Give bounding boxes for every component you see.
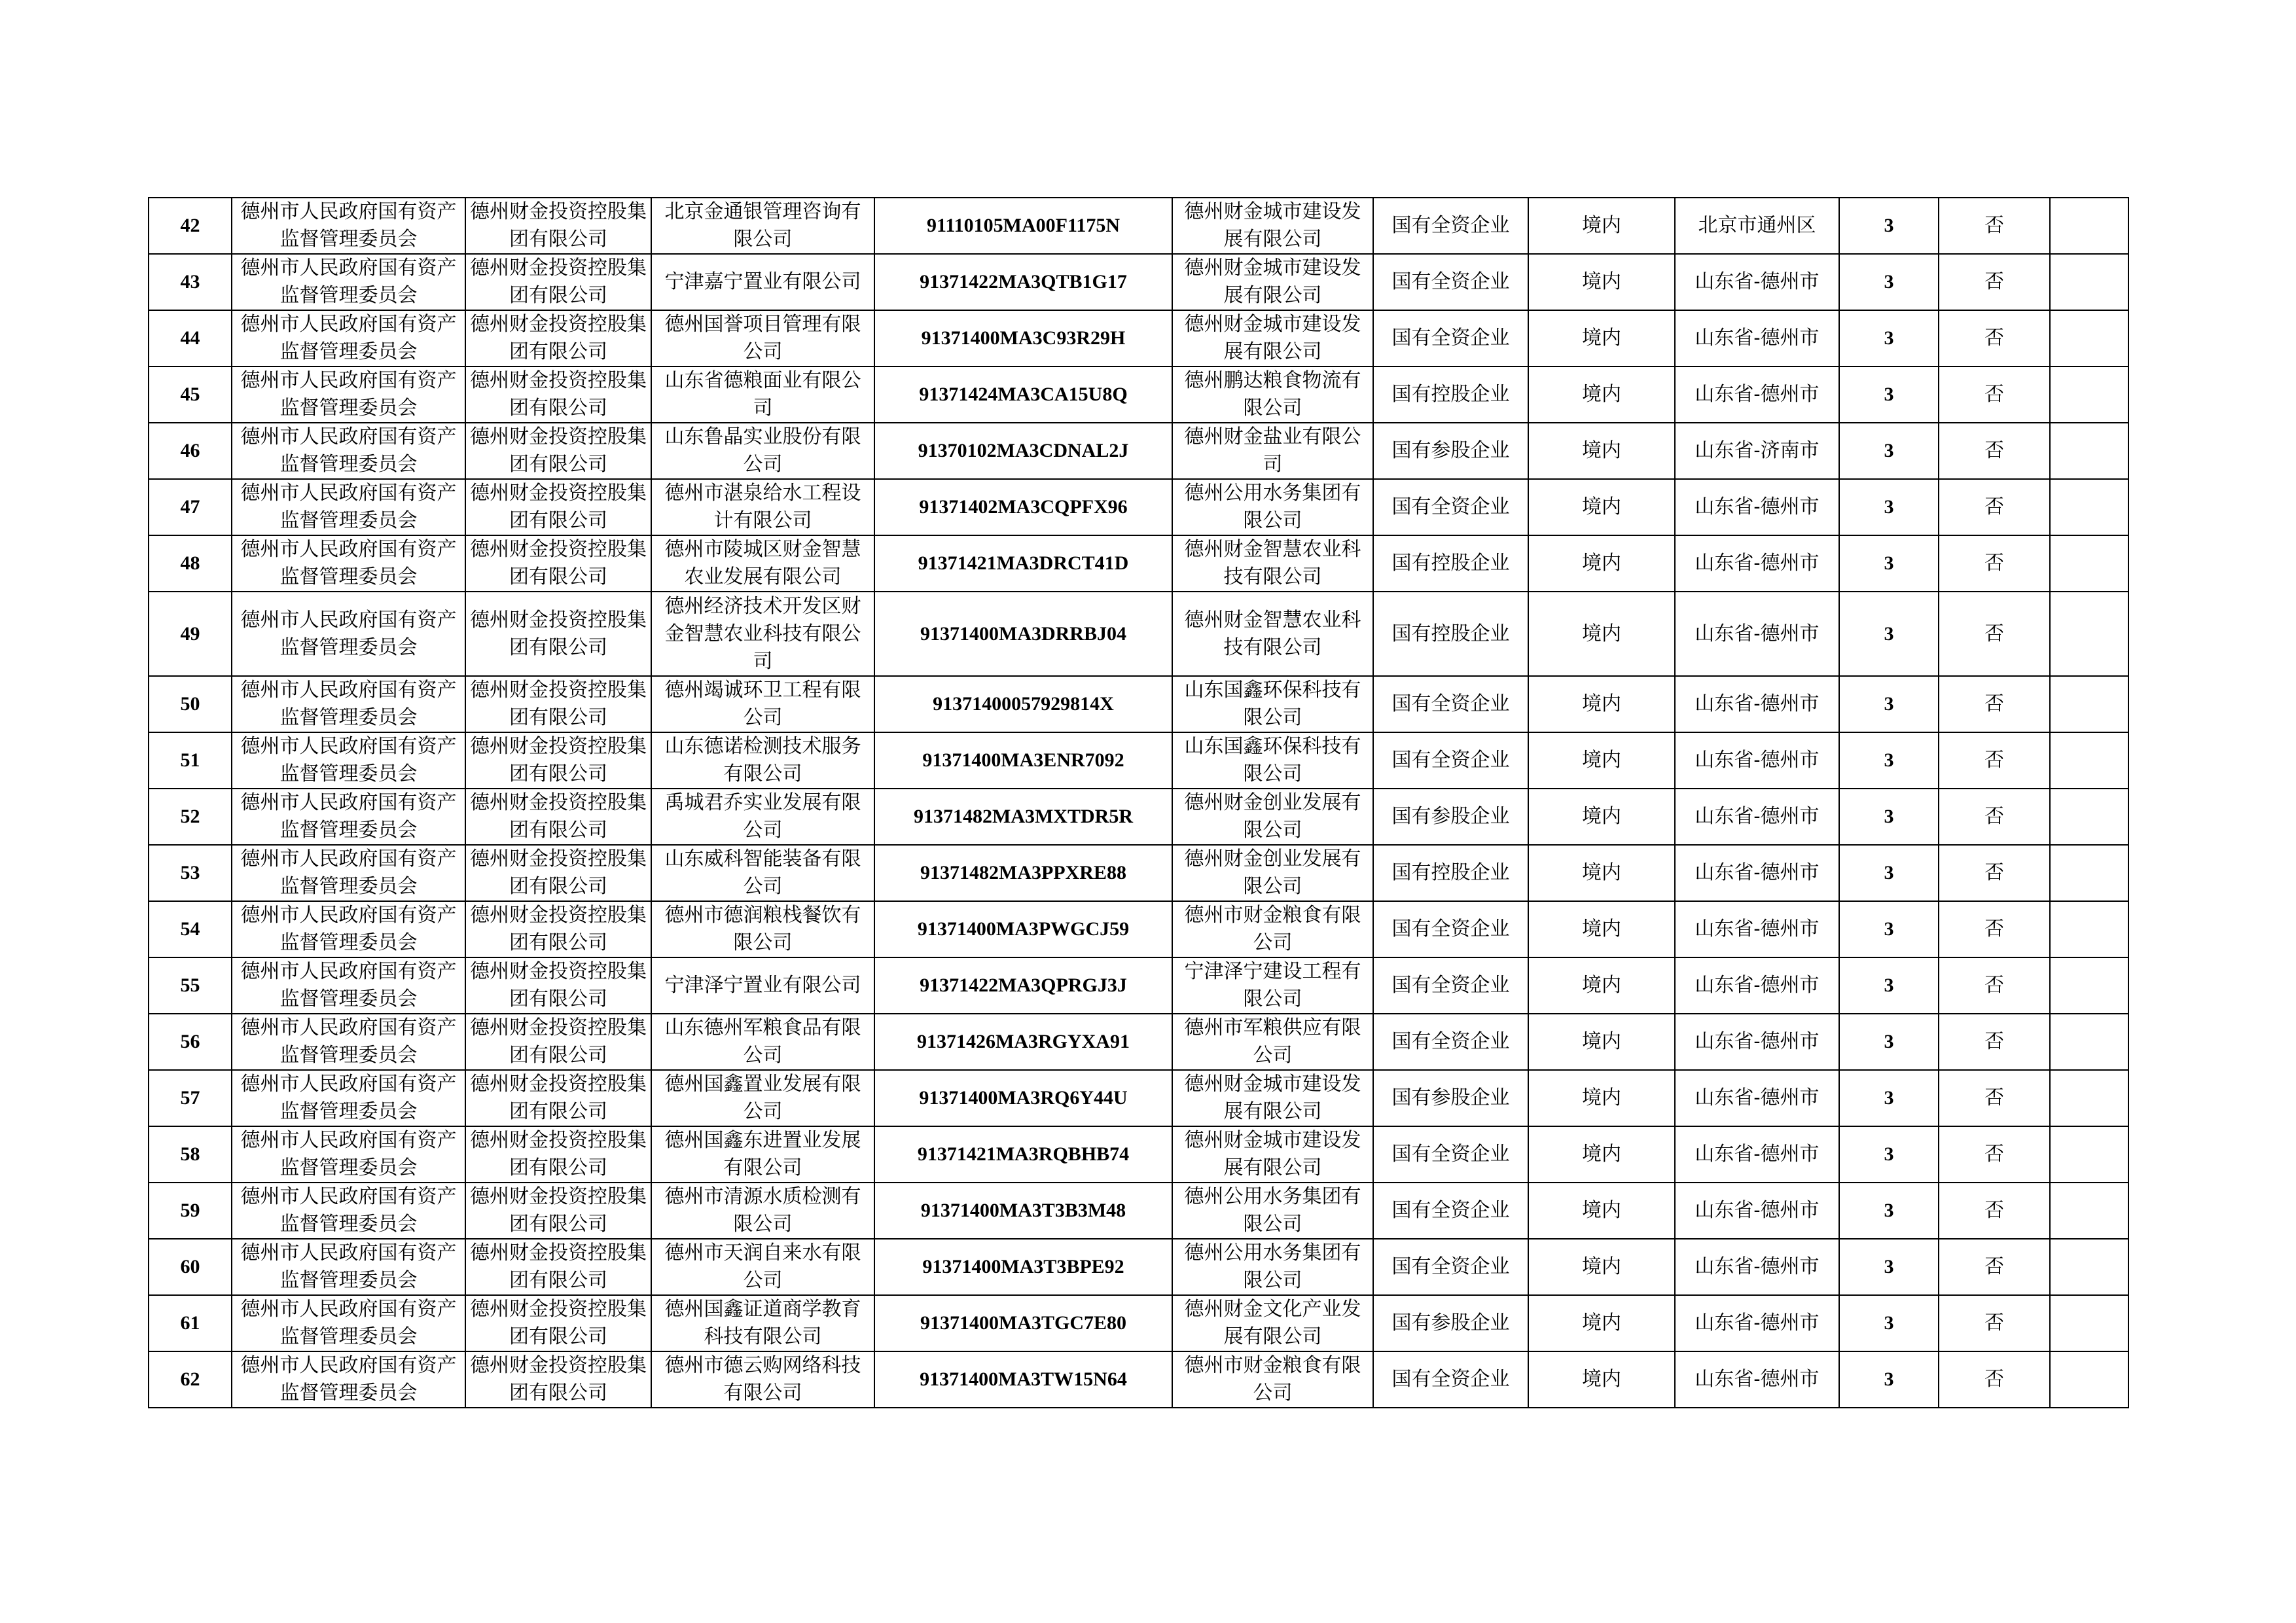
row-number-cell: 52 (149, 789, 232, 845)
company-name-cell: 德州市湛泉给水工程设计有限公司 (651, 479, 874, 535)
company-name-cell: 德州市德云购网络科技有限公司 (651, 1351, 874, 1408)
regulator-cell: 德州市人民政府国有资产监督管理委员会 (232, 1070, 465, 1126)
domestic-cell: 境内 (1528, 1014, 1675, 1070)
group-cell: 德州财金投资控股集团有限公司 (465, 198, 651, 254)
note-cell (2050, 1014, 2128, 1070)
row-number-cell: 47 (149, 479, 232, 535)
domestic-cell: 境内 (1528, 845, 1675, 901)
row-number-cell: 46 (149, 423, 232, 479)
company-name-cell: 宁津嘉宁置业有限公司 (651, 254, 874, 310)
table-row (149, 535, 2128, 592)
domestic-cell: 境内 (1528, 592, 1675, 676)
regulator-cell: 德州市人民政府国有资产监督管理委员会 (232, 1014, 465, 1070)
group-cell: 德州财金投资控股集团有限公司 (465, 901, 651, 957)
level-cell: 3 (1839, 592, 1939, 676)
location-cell: 山东省-德州市 (1675, 535, 1839, 592)
group-cell: 德州财金投资控股集团有限公司 (465, 592, 651, 676)
location-cell: 山东省-德州市 (1675, 592, 1839, 676)
enterprise-type-cell: 国有全资企业 (1373, 901, 1528, 957)
regulator-cell: 德州市人民政府国有资产监督管理委员会 (232, 535, 465, 592)
level-cell: 3 (1839, 310, 1939, 366)
credit-code-cell: 91371400MA3DRRBJ04 (874, 592, 1172, 676)
note-cell (2050, 1239, 2128, 1295)
flag-cell: 否 (1939, 901, 2050, 957)
group-cell: 德州财金投资控股集团有限公司 (465, 310, 651, 366)
company-name-cell: 山东德诺检测技术服务有限公司 (651, 732, 874, 789)
group-cell: 德州财金投资控股集团有限公司 (465, 789, 651, 845)
table-row (149, 310, 2128, 366)
enterprise-table (148, 197, 2129, 1408)
regulator-cell: 德州市人民政府国有资产监督管理委员会 (232, 1126, 465, 1183)
level-cell: 3 (1839, 845, 1939, 901)
company-name-cell: 德州经济技术开发区财金智慧农业科技有限公司 (651, 592, 874, 676)
regulator-cell: 德州市人民政府国有资产监督管理委员会 (232, 957, 465, 1014)
group-cell: 德州财金投资控股集团有限公司 (465, 535, 651, 592)
domestic-cell: 境内 (1528, 1295, 1675, 1351)
note-cell (2050, 789, 2128, 845)
shareholder-cell: 德州鹏达粮食物流有限公司 (1172, 366, 1373, 423)
company-name-cell: 德州市陵城区财金智慧农业发展有限公司 (651, 535, 874, 592)
location-cell: 北京市通州区 (1675, 198, 1839, 254)
table-row (149, 1070, 2128, 1126)
enterprise-type-cell: 国有全资企业 (1373, 1239, 1528, 1295)
enterprise-type-cell: 国有全资企业 (1373, 957, 1528, 1014)
shareholder-cell: 德州财金城市建设发展有限公司 (1172, 198, 1373, 254)
level-cell: 3 (1839, 1126, 1939, 1183)
row-number-cell: 61 (149, 1295, 232, 1351)
credit-code-cell: 91371400MA3ENR7092 (874, 732, 1172, 789)
location-cell: 山东省-德州市 (1675, 732, 1839, 789)
credit-code-cell: 91371424MA3CA15U8Q (874, 366, 1172, 423)
table-row (149, 789, 2128, 845)
location-cell: 山东省-德州市 (1675, 676, 1839, 732)
note-cell (2050, 592, 2128, 676)
credit-code-cell: 91371421MA3RQBHB74 (874, 1126, 1172, 1183)
location-cell: 山东省-德州市 (1675, 1351, 1839, 1408)
row-number-cell: 60 (149, 1239, 232, 1295)
level-cell: 3 (1839, 957, 1939, 1014)
row-number-cell: 50 (149, 676, 232, 732)
group-cell: 德州财金投资控股集团有限公司 (465, 845, 651, 901)
enterprise-type-cell: 国有参股企业 (1373, 1070, 1528, 1126)
flag-cell: 否 (1939, 479, 2050, 535)
shareholder-cell: 山东国鑫环保科技有限公司 (1172, 732, 1373, 789)
level-cell: 3 (1839, 1014, 1939, 1070)
flag-cell: 否 (1939, 1295, 2050, 1351)
note-cell (2050, 198, 2128, 254)
flag-cell: 否 (1939, 423, 2050, 479)
table-row (149, 366, 2128, 423)
shareholder-cell: 德州财金创业发展有限公司 (1172, 845, 1373, 901)
note-cell (2050, 479, 2128, 535)
regulator-cell: 德州市人民政府国有资产监督管理委员会 (232, 1183, 465, 1239)
enterprise-type-cell: 国有参股企业 (1373, 1295, 1528, 1351)
flag-cell: 否 (1939, 676, 2050, 732)
table-row (149, 957, 2128, 1014)
credit-code-cell: 91371482MA3PPXRE88 (874, 845, 1172, 901)
enterprise-type-cell: 国有控股企业 (1373, 366, 1528, 423)
flag-cell: 否 (1939, 845, 2050, 901)
row-number-cell: 59 (149, 1183, 232, 1239)
table-row (149, 1351, 2128, 1408)
regulator-cell: 德州市人民政府国有资产监督管理委员会 (232, 789, 465, 845)
regulator-cell: 德州市人民政府国有资产监督管理委员会 (232, 479, 465, 535)
table-row (149, 198, 2128, 254)
enterprise-type-cell: 国有控股企业 (1373, 845, 1528, 901)
company-name-cell: 德州市德润粮栈餐饮有限公司 (651, 901, 874, 957)
domestic-cell: 境内 (1528, 1351, 1675, 1408)
credit-code-cell: 91371400MA3T3B3M48 (874, 1183, 1172, 1239)
location-cell: 山东省-德州市 (1675, 957, 1839, 1014)
note-cell (2050, 957, 2128, 1014)
company-name-cell: 山东省德粮面业有限公司 (651, 366, 874, 423)
table-row (149, 592, 2128, 676)
regulator-cell: 德州市人民政府国有资产监督管理委员会 (232, 676, 465, 732)
location-cell: 山东省-德州市 (1675, 1239, 1839, 1295)
location-cell: 山东省-德州市 (1675, 1295, 1839, 1351)
flag-cell: 否 (1939, 254, 2050, 310)
level-cell: 3 (1839, 1070, 1939, 1126)
shareholder-cell: 德州财金城市建设发展有限公司 (1172, 310, 1373, 366)
location-cell: 山东省-德州市 (1675, 479, 1839, 535)
row-number-cell: 49 (149, 592, 232, 676)
table-row (149, 732, 2128, 789)
credit-code-cell: 91371482MA3MXTDR5R (874, 789, 1172, 845)
group-cell: 德州财金投资控股集团有限公司 (465, 1126, 651, 1183)
enterprise-type-cell: 国有全资企业 (1373, 198, 1528, 254)
company-name-cell: 宁津泽宁置业有限公司 (651, 957, 874, 1014)
group-cell: 德州财金投资控股集团有限公司 (465, 1183, 651, 1239)
note-cell (2050, 310, 2128, 366)
company-name-cell: 山东德州军粮食品有限公司 (651, 1014, 874, 1070)
shareholder-cell: 德州财金盐业有限公司 (1172, 423, 1373, 479)
level-cell: 3 (1839, 676, 1939, 732)
location-cell: 山东省-德州市 (1675, 310, 1839, 366)
note-cell (2050, 676, 2128, 732)
location-cell: 山东省-德州市 (1675, 901, 1839, 957)
shareholder-cell: 德州财金城市建设发展有限公司 (1172, 254, 1373, 310)
note-cell (2050, 366, 2128, 423)
group-cell: 德州财金投资控股集团有限公司 (465, 1014, 651, 1070)
flag-cell: 否 (1939, 1126, 2050, 1183)
shareholder-cell: 德州财金城市建设发展有限公司 (1172, 1070, 1373, 1126)
company-name-cell: 德州市天润自来水有限公司 (651, 1239, 874, 1295)
row-number-cell: 44 (149, 310, 232, 366)
regulator-cell: 德州市人民政府国有资产监督管理委员会 (232, 901, 465, 957)
note-cell (2050, 1295, 2128, 1351)
table-row (149, 1239, 2128, 1295)
level-cell: 3 (1839, 254, 1939, 310)
company-name-cell: 德州国鑫东进置业发展有限公司 (651, 1126, 874, 1183)
flag-cell: 否 (1939, 1351, 2050, 1408)
shareholder-cell: 德州财金城市建设发展有限公司 (1172, 1126, 1373, 1183)
note-cell (2050, 1183, 2128, 1239)
credit-code-cell: 91370102MA3CDNAL2J (874, 423, 1172, 479)
note-cell (2050, 1351, 2128, 1408)
table-row (149, 1183, 2128, 1239)
credit-code-cell: 91371402MA3CQPFX96 (874, 479, 1172, 535)
enterprise-type-cell: 国有全资企业 (1373, 732, 1528, 789)
enterprise-type-cell: 国有全资企业 (1373, 1014, 1528, 1070)
company-name-cell: 禹城君乔实业发展有限公司 (651, 789, 874, 845)
regulator-cell: 德州市人民政府国有资产监督管理委员会 (232, 366, 465, 423)
credit-code-cell: 91371426MA3RGYXA91 (874, 1014, 1172, 1070)
row-number-cell: 62 (149, 1351, 232, 1408)
company-name-cell: 北京金通银管理咨询有限公司 (651, 198, 874, 254)
enterprise-type-cell: 国有全资企业 (1373, 479, 1528, 535)
credit-code-cell: 91371400MA3PWGCJ59 (874, 901, 1172, 957)
domestic-cell: 境内 (1528, 676, 1675, 732)
enterprise-type-cell: 国有控股企业 (1373, 535, 1528, 592)
domestic-cell: 境内 (1528, 1239, 1675, 1295)
enterprise-type-cell: 国有全资企业 (1373, 310, 1528, 366)
flag-cell: 否 (1939, 310, 2050, 366)
company-name-cell: 山东鲁晶实业股份有限公司 (651, 423, 874, 479)
table-row (149, 1126, 2128, 1183)
regulator-cell: 德州市人民政府国有资产监督管理委员会 (232, 732, 465, 789)
note-cell (2050, 535, 2128, 592)
shareholder-cell: 德州公用水务集团有限公司 (1172, 1183, 1373, 1239)
domestic-cell: 境内 (1528, 1126, 1675, 1183)
shareholder-cell: 德州公用水务集团有限公司 (1172, 1239, 1373, 1295)
level-cell: 3 (1839, 732, 1939, 789)
location-cell: 山东省-德州市 (1675, 1014, 1839, 1070)
enterprise-type-cell: 国有参股企业 (1373, 423, 1528, 479)
enterprise-type-cell: 国有全资企业 (1373, 254, 1528, 310)
level-cell: 3 (1839, 535, 1939, 592)
group-cell: 德州财金投资控股集团有限公司 (465, 957, 651, 1014)
shareholder-cell: 德州财金智慧农业科技有限公司 (1172, 592, 1373, 676)
table-row (149, 1014, 2128, 1070)
regulator-cell: 德州市人民政府国有资产监督管理委员会 (232, 1351, 465, 1408)
domestic-cell: 境内 (1528, 479, 1675, 535)
regulator-cell: 德州市人民政府国有资产监督管理委员会 (232, 310, 465, 366)
domestic-cell: 境内 (1528, 1070, 1675, 1126)
credit-code-cell: 91371400MA3T3BPE92 (874, 1239, 1172, 1295)
credit-code-cell: 91371400MA3TW15N64 (874, 1351, 1172, 1408)
flag-cell: 否 (1939, 1239, 2050, 1295)
credit-code-cell: 91110105MA00F1175N (874, 198, 1172, 254)
table-row (149, 1295, 2128, 1351)
credit-code-cell: 91371400057929814X (874, 676, 1172, 732)
shareholder-cell: 德州财金智慧农业科技有限公司 (1172, 535, 1373, 592)
domestic-cell: 境内 (1528, 366, 1675, 423)
level-cell: 3 (1839, 789, 1939, 845)
location-cell: 山东省-德州市 (1675, 1183, 1839, 1239)
level-cell: 3 (1839, 1183, 1939, 1239)
domestic-cell: 境内 (1528, 535, 1675, 592)
regulator-cell: 德州市人民政府国有资产监督管理委员会 (232, 1295, 465, 1351)
domestic-cell: 境内 (1528, 901, 1675, 957)
row-number-cell: 42 (149, 198, 232, 254)
enterprise-type-cell: 国有全资企业 (1373, 676, 1528, 732)
table-row (149, 845, 2128, 901)
group-cell: 德州财金投资控股集团有限公司 (465, 1070, 651, 1126)
table-row (149, 254, 2128, 310)
flag-cell: 否 (1939, 198, 2050, 254)
enterprise-type-cell: 国有全资企业 (1373, 1126, 1528, 1183)
group-cell: 德州财金投资控股集团有限公司 (465, 423, 651, 479)
credit-code-cell: 91371400MA3C93R29H (874, 310, 1172, 366)
credit-code-cell: 91371422MA3QPRGJ3J (874, 957, 1172, 1014)
domestic-cell: 境内 (1528, 254, 1675, 310)
row-number-cell: 43 (149, 254, 232, 310)
row-number-cell: 58 (149, 1126, 232, 1183)
shareholder-cell: 山东国鑫环保科技有限公司 (1172, 676, 1373, 732)
row-number-cell: 45 (149, 366, 232, 423)
credit-code-cell: 91371400MA3TGC7E80 (874, 1295, 1172, 1351)
regulator-cell: 德州市人民政府国有资产监督管理委员会 (232, 592, 465, 676)
flag-cell: 否 (1939, 957, 2050, 1014)
level-cell: 3 (1839, 1239, 1939, 1295)
shareholder-cell: 德州财金文化产业发展有限公司 (1172, 1295, 1373, 1351)
note-cell (2050, 423, 2128, 479)
enterprise-type-cell: 国有全资企业 (1373, 1351, 1528, 1408)
group-cell: 德州财金投资控股集团有限公司 (465, 366, 651, 423)
credit-code-cell: 91371400MA3RQ6Y44U (874, 1070, 1172, 1126)
enterprise-type-cell: 国有参股企业 (1373, 789, 1528, 845)
group-cell: 德州财金投资控股集团有限公司 (465, 254, 651, 310)
credit-code-cell: 91371422MA3QTB1G17 (874, 254, 1172, 310)
credit-code-cell: 91371421MA3DRCT41D (874, 535, 1172, 592)
row-number-cell: 57 (149, 1070, 232, 1126)
domestic-cell: 境内 (1528, 789, 1675, 845)
location-cell: 山东省-德州市 (1675, 1126, 1839, 1183)
shareholder-cell: 德州市财金粮食有限公司 (1172, 1351, 1373, 1408)
flag-cell: 否 (1939, 789, 2050, 845)
table-row (149, 901, 2128, 957)
domestic-cell: 境内 (1528, 198, 1675, 254)
flag-cell: 否 (1939, 592, 2050, 676)
location-cell: 山东省-德州市 (1675, 366, 1839, 423)
note-cell (2050, 254, 2128, 310)
flag-cell: 否 (1939, 1070, 2050, 1126)
table-row (149, 479, 2128, 535)
level-cell: 3 (1839, 366, 1939, 423)
table-row (149, 676, 2128, 732)
level-cell: 3 (1839, 198, 1939, 254)
level-cell: 3 (1839, 1351, 1939, 1408)
regulator-cell: 德州市人民政府国有资产监督管理委员会 (232, 1239, 465, 1295)
company-name-cell: 山东威科智能装备有限公司 (651, 845, 874, 901)
level-cell: 3 (1839, 423, 1939, 479)
group-cell: 德州财金投资控股集团有限公司 (465, 1239, 651, 1295)
group-cell: 德州财金投资控股集团有限公司 (465, 1295, 651, 1351)
note-cell (2050, 732, 2128, 789)
company-name-cell: 德州国鑫置业发展有限公司 (651, 1070, 874, 1126)
row-number-cell: 56 (149, 1014, 232, 1070)
flag-cell: 否 (1939, 366, 2050, 423)
company-name-cell: 德州国鑫证道商学教育科技有限公司 (651, 1295, 874, 1351)
shareholder-cell: 宁津泽宁建设工程有限公司 (1172, 957, 1373, 1014)
flag-cell: 否 (1939, 535, 2050, 592)
domestic-cell: 境内 (1528, 310, 1675, 366)
regulator-cell: 德州市人民政府国有资产监督管理委员会 (232, 423, 465, 479)
shareholder-cell: 德州市军粮供应有限公司 (1172, 1014, 1373, 1070)
group-cell: 德州财金投资控股集团有限公司 (465, 732, 651, 789)
row-number-cell: 53 (149, 845, 232, 901)
row-number-cell: 51 (149, 732, 232, 789)
row-number-cell: 55 (149, 957, 232, 1014)
location-cell: 山东省-德州市 (1675, 789, 1839, 845)
location-cell: 山东省-德州市 (1675, 845, 1839, 901)
flag-cell: 否 (1939, 1183, 2050, 1239)
note-cell (2050, 1126, 2128, 1183)
domestic-cell: 境内 (1528, 423, 1675, 479)
location-cell: 山东省-德州市 (1675, 254, 1839, 310)
domestic-cell: 境内 (1528, 1183, 1675, 1239)
domestic-cell: 境内 (1528, 957, 1675, 1014)
domestic-cell: 境内 (1528, 732, 1675, 789)
enterprise-type-cell: 国有控股企业 (1373, 592, 1528, 676)
company-name-cell: 德州市清源水质检测有限公司 (651, 1183, 874, 1239)
regulator-cell: 德州市人民政府国有资产监督管理委员会 (232, 254, 465, 310)
shareholder-cell: 德州市财金粮食有限公司 (1172, 901, 1373, 957)
level-cell: 3 (1839, 1295, 1939, 1351)
row-number-cell: 48 (149, 535, 232, 592)
note-cell (2050, 901, 2128, 957)
shareholder-cell: 德州财金创业发展有限公司 (1172, 789, 1373, 845)
regulator-cell: 德州市人民政府国有资产监督管理委员会 (232, 845, 465, 901)
level-cell: 3 (1839, 901, 1939, 957)
note-cell (2050, 845, 2128, 901)
flag-cell: 否 (1939, 732, 2050, 789)
group-cell: 德州财金投资控股集团有限公司 (465, 676, 651, 732)
location-cell: 山东省-德州市 (1675, 1070, 1839, 1126)
location-cell: 山东省-济南市 (1675, 423, 1839, 479)
note-cell (2050, 1070, 2128, 1126)
table-body (149, 198, 2128, 1408)
company-name-cell: 德州国誉项目管理有限公司 (651, 310, 874, 366)
flag-cell: 否 (1939, 1014, 2050, 1070)
group-cell: 德州财金投资控股集团有限公司 (465, 1351, 651, 1408)
table-row (149, 423, 2128, 479)
company-name-cell: 德州竭诚环卫工程有限公司 (651, 676, 874, 732)
shareholder-cell: 德州公用水务集团有限公司 (1172, 479, 1373, 535)
level-cell: 3 (1839, 479, 1939, 535)
row-number-cell: 54 (149, 901, 232, 957)
enterprise-type-cell: 国有全资企业 (1373, 1183, 1528, 1239)
regulator-cell: 德州市人民政府国有资产监督管理委员会 (232, 198, 465, 254)
group-cell: 德州财金投资控股集团有限公司 (465, 479, 651, 535)
